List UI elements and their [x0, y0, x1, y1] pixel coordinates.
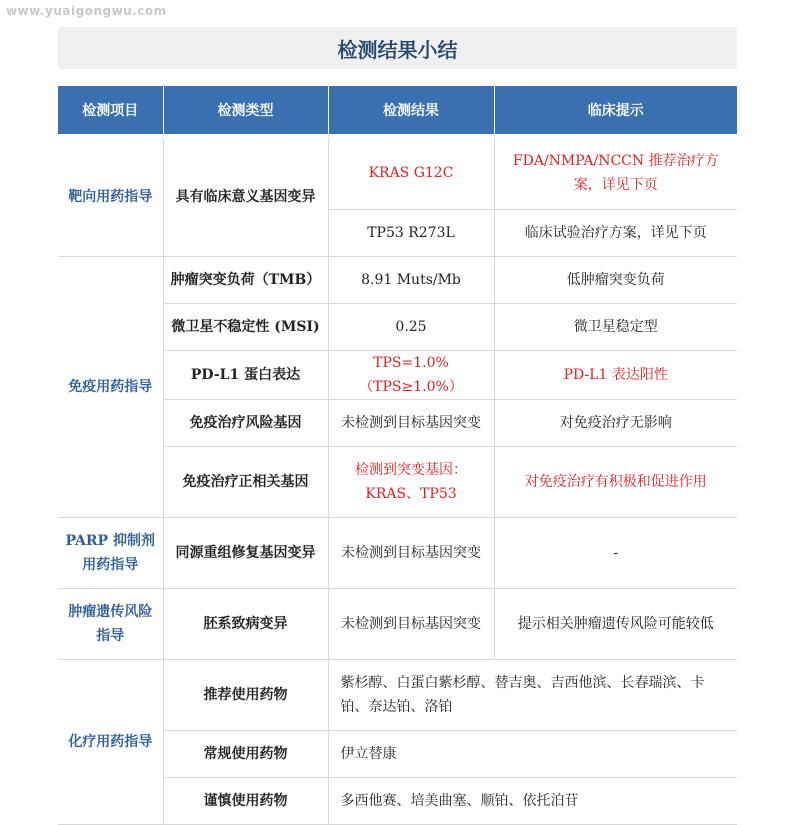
table-row — [58, 659, 737, 730]
type-cell: 微卫星不稳定性 (MSI) — [163, 303, 328, 350]
page-title: 检测结果小结 — [337, 37, 458, 62]
type-cell: 胚系致病变异 — [163, 588, 328, 659]
result-cell: 8.91 Muts/Mb — [328, 256, 494, 303]
type-cell: 推荐使用药物 — [163, 659, 328, 730]
type-cell: 谨慎使用药物 — [163, 777, 328, 824]
tip-cell: 对免疫治疗有积极和促进作用 — [494, 446, 737, 517]
drugs-cell: 紫杉醇、白蛋白紫杉醇、替吉奥、吉西他滨、长春瑞滨、卡铂、奈达铂、洛铂 — [328, 659, 737, 730]
result-cell: 未检测到目标基因突变 — [328, 588, 494, 659]
result-cell: TP53 R273L — [328, 209, 494, 256]
tip-cell: - — [494, 517, 737, 588]
header-tip: 临床提示 — [494, 86, 737, 134]
type-cell: 肿瘤突变负荷（TMB） — [163, 256, 328, 303]
result-cell: 检测到突变基因：KRAS、TP53 — [328, 446, 494, 517]
category-hereditary: 肿瘤遗传风险指导 — [58, 588, 163, 659]
result-cell: 0.25 — [328, 303, 494, 350]
tip-cell: 临床试验治疗方案，详见下页 — [494, 209, 737, 256]
table-row — [58, 256, 737, 303]
title-bar — [58, 27, 737, 69]
tip-cell: 对免疫治疗无影响 — [494, 399, 737, 446]
table-row — [58, 517, 737, 588]
tip-cell: FDA/NMPA/NCCN 推荐治疗方案，详见下页 — [494, 138, 737, 209]
summary-table — [58, 86, 737, 825]
header-type: 检测类型 — [163, 86, 328, 134]
tip-cell: PD-L1 表达阳性 — [494, 350, 737, 399]
type-cell: 免疫治疗正相关基因 — [163, 446, 328, 517]
tip-cell: 低肿瘤突变负荷 — [494, 256, 737, 303]
type-cell: PD-L1 蛋白表达 — [163, 350, 328, 399]
table-row — [58, 138, 737, 209]
tip-cell: 提示相关肿瘤遗传风险可能较低 — [494, 588, 737, 659]
drugs-cell: 多西他赛、培美曲塞、顺铂、依托泊苷 — [328, 777, 737, 824]
header-row — [58, 86, 737, 134]
category-chemo: 化疗用药指导 — [58, 659, 163, 824]
table-row — [58, 588, 737, 659]
category-immune: 免疫用药指导 — [58, 256, 163, 517]
drugs-cell: 伊立替康 — [328, 730, 737, 777]
type-cell: 常规使用药物 — [163, 730, 328, 777]
watermark: www.yuaigongwu.com — [6, 4, 167, 18]
category-targeted: 靶向用药指导 — [58, 138, 163, 256]
type-cell: 同源重组修复基因变异 — [163, 517, 328, 588]
header-result: 检测结果 — [328, 86, 494, 134]
type-cell: 免疫治疗风险基因 — [163, 399, 328, 446]
result-cell: KRAS G12C — [328, 138, 494, 209]
type-cell: 具有临床意义基因变异 — [163, 138, 328, 256]
tip-cell: 微卫星稳定型 — [494, 303, 737, 350]
result-cell: 未检测到目标基因突变 — [328, 517, 494, 588]
result-cell: TPS=1.0%（TPS≥1.0%） — [328, 350, 494, 399]
header-item: 检测项目 — [58, 86, 163, 134]
category-parp: PARP 抑制剂用药指导 — [58, 517, 163, 588]
result-cell: 未检测到目标基因突变 — [328, 399, 494, 446]
